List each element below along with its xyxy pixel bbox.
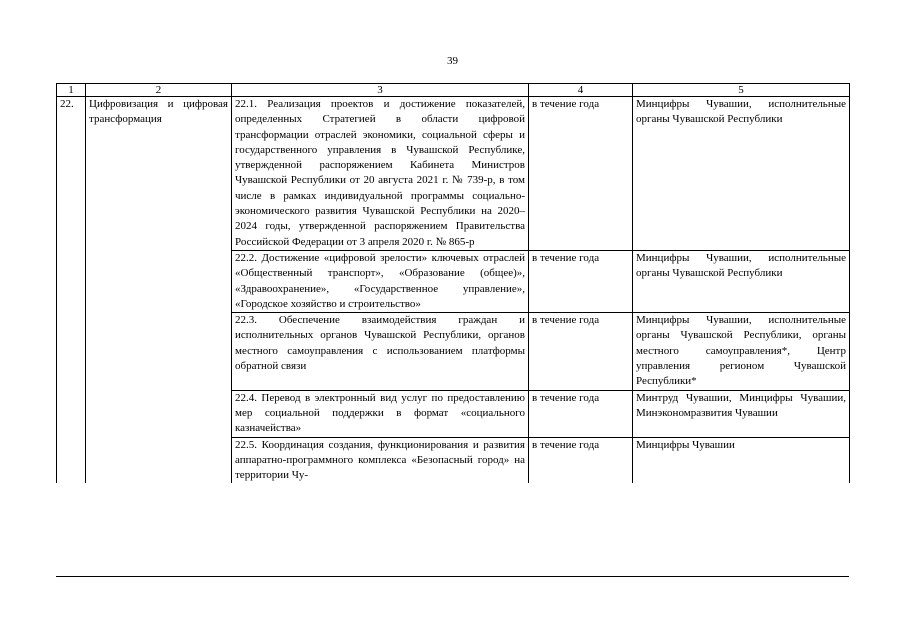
deadline-text: в течение года [529, 390, 633, 437]
direction-name: Цифровизация и цифровая трансформация [86, 97, 232, 484]
column-header-3: 3 [232, 84, 529, 97]
activity-text: 22.4. Перевод в электронный вид услуг по предоставлению мер социальной поддержки в формат «социального казначейства» [232, 390, 529, 437]
responsible-text: Минцифры Чувашии [633, 437, 850, 483]
deadline-text: в течение года [529, 97, 633, 251]
page-bottom-rule [56, 576, 849, 577]
activity-text: 22.3. Обеспечение взаимодействия граждан и исполнительных органов Чувашской Республики, органов местного самоуправления с использованием платформы обратной связи [232, 313, 529, 390]
responsible-text: Минцифры Чувашии, исполнительные органы Чувашской Республики, органы местного самоуправления*, Центр управления регионом Чувашской Республики* [633, 313, 850, 390]
page-number: 39 [447, 55, 458, 67]
column-header-4: 4 [529, 84, 633, 97]
column-header-5: 5 [633, 84, 850, 97]
deadline-text: в течение года [529, 313, 633, 390]
table-row [57, 97, 850, 251]
activity-text: 22.2. Достижение «цифровой зрелости» ключевых отраслей «Общественный транспорт», «Образование (общее)», «Здравоохранение», «Государственное управление», «Городское хозяйство и строительство» [232, 250, 529, 312]
deadline-text: в течение года [529, 250, 633, 312]
responsible-text: Минцифры Чувашии, исполнительные органы Чувашской Республики [633, 97, 850, 251]
activity-table [56, 83, 850, 483]
column-header-1: 1 [57, 84, 86, 97]
column-header-2: 2 [86, 84, 232, 97]
responsible-text: Минтруд Чувашии, Минцифры Чувашии, Минэкономразвития Чувашии [633, 390, 850, 437]
deadline-text: в течение года [529, 437, 633, 483]
column-number-header-row [57, 84, 850, 97]
row-number: 22. [57, 97, 86, 484]
responsible-text: Минцифры Чувашии, исполнительные органы Чувашской Республики [633, 250, 850, 312]
activity-text: 22.5. Координация создания, функционирования и развития аппаратно-программного комплекса «Безопасный город» на территории Чу- [232, 437, 529, 483]
activity-text: 22.1. Реализация проектов и достижение показателей, определенных Стратегией в области цифровой трансформации отраслей экономики, социальной сферы и государственного управления в Чувашской Республике, утвержденной распоряжением Кабинета Министров Чувашской Республики от 20 августа 2021 г. № 739-р, в том числе в рамках индивидуальной программы социально-экономического развития Чувашской Республики на 2020–2024 годы, утвержденной распоряжением Правительства Российской Федерации от 3 апреля 2020 г. № 865-р [232, 97, 529, 251]
